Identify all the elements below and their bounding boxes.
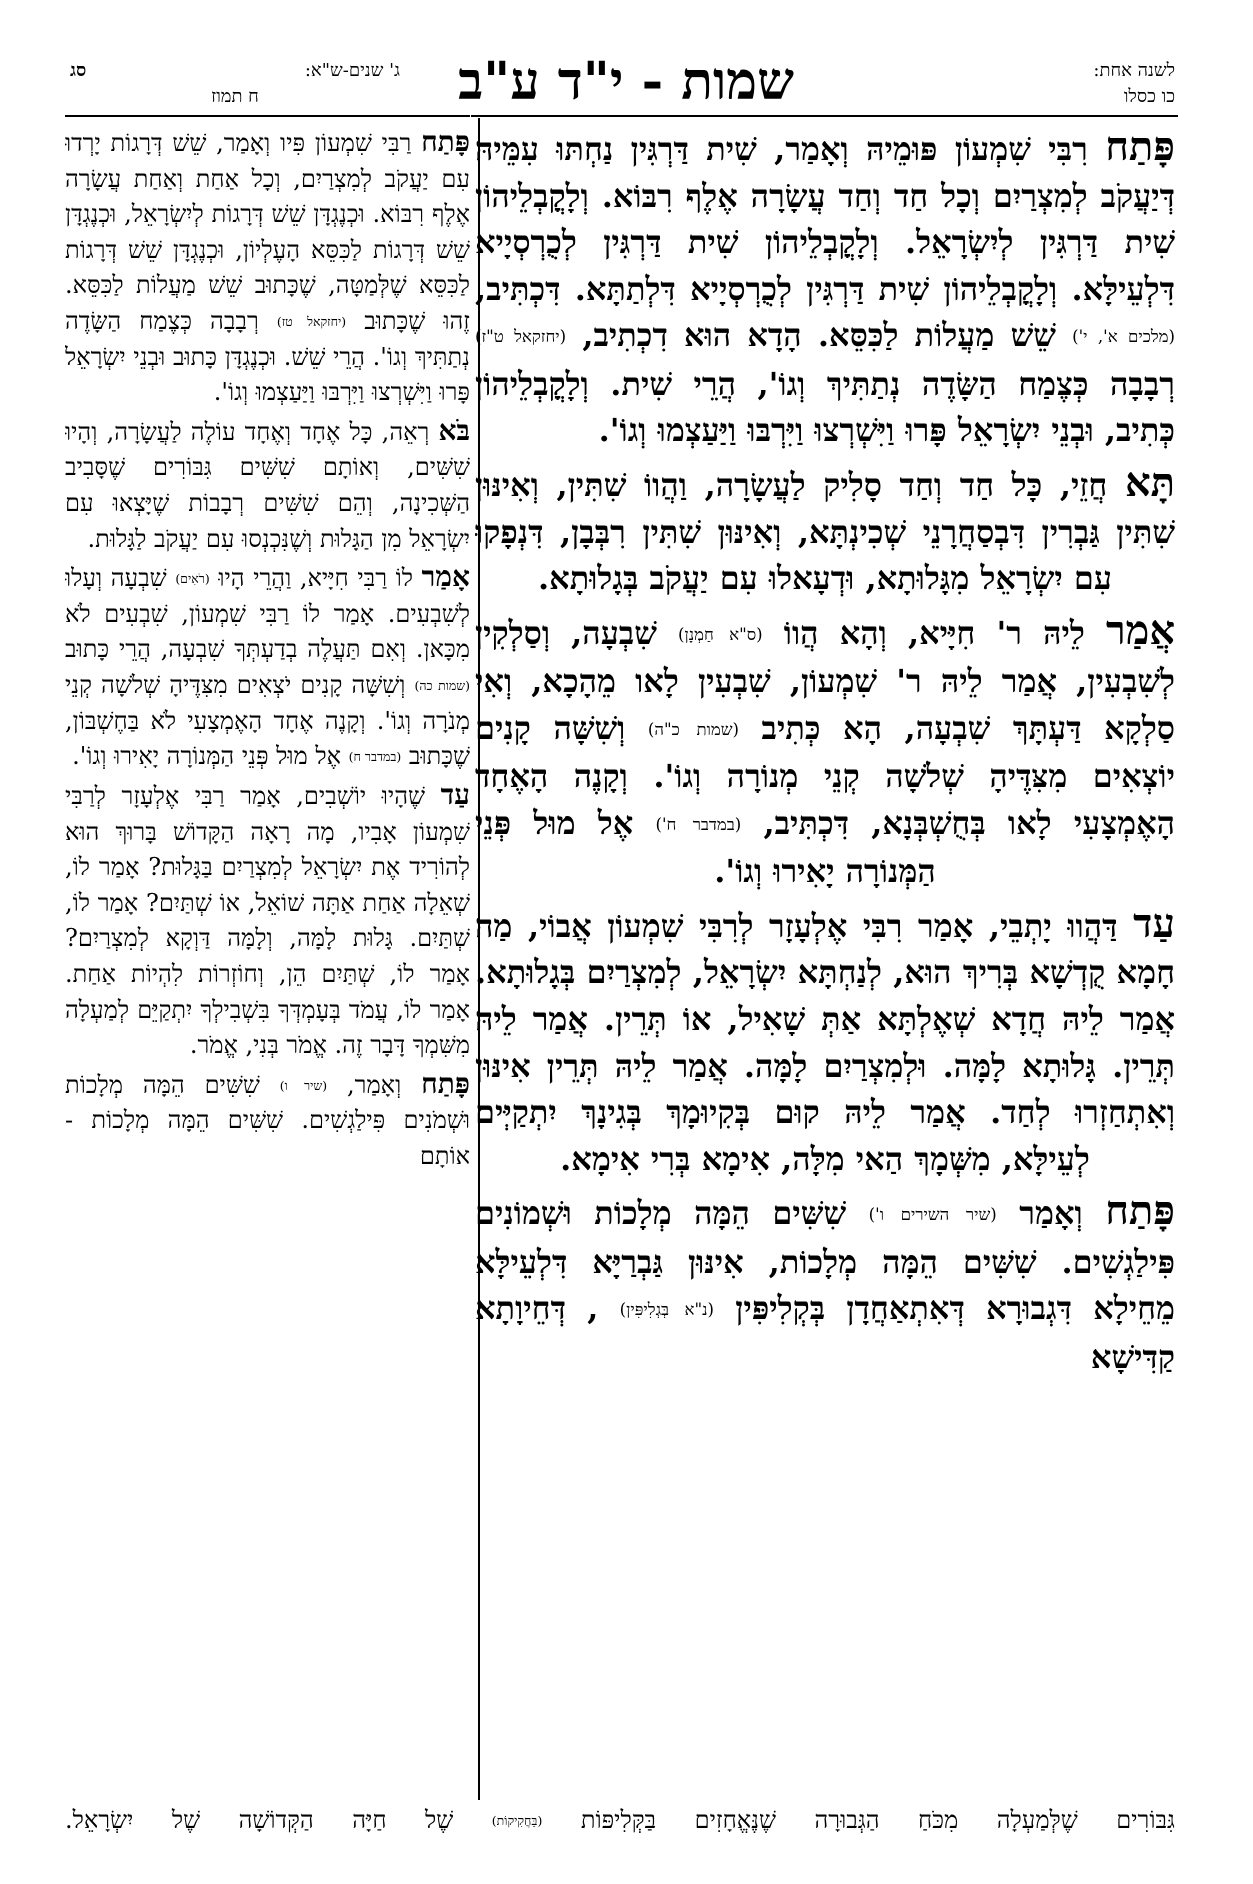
header-rule-left xyxy=(65,115,470,117)
side-paragraph-3 xyxy=(65,559,470,775)
header-left-line2: ח תמוז xyxy=(211,86,259,107)
opening-word: עַד xyxy=(1133,899,1175,947)
opening-word: אֲמַר xyxy=(1106,606,1175,654)
paragraph-text: שִׁבְעָה, וְסַלְקִין לְשִׁבְעִין, אֲמַר לֵיהּ ר' שִׁמְעוֹן, שִׁבְעִין לָאו מֵהָכָא, וְאִי סַלְקָא דַּעְתָּךְ שִׁבְעָה, הָא כְּתִיב xyxy=(475,613,1175,747)
source-citation: (במדבר ח) xyxy=(348,749,402,765)
paragraph-text: , דְּחֵיוָתָא קַדִּישָׁא xyxy=(475,1289,1175,1376)
paragraph-text: וְשִׁשָּׁה קָנִים יוֹצְאִים מִצִּדֶּיהָ שְׁלֹשָׁה קְנֵי מְנוֹרָה וְגוֹ'. וְקָנֶה הָאֶחָד הָאֶמְצָעִי לָאו בְּחֻשְׁבְּנָא, דִּכְתִּיב, xyxy=(475,708,1175,842)
side-paragraph-2 xyxy=(65,413,470,557)
header-right-line2: כו כסלו xyxy=(1123,86,1175,107)
paragraph-text: שֵׁשׁ מַעֲלוֹת לַכִּסֵּא. הָדָא הוּא דִכְתִיב, xyxy=(582,316,1056,355)
opening-word: פָּתַח xyxy=(421,1066,470,1100)
main-column xyxy=(475,124,1175,1800)
opening-word: בֹּא xyxy=(438,413,470,447)
paragraph-text: אֶל מוּל פְּנֵי הַמְּנוֹרָה יָאִירוּ וְגוֹ'. xyxy=(475,803,936,891)
paragraph-text: חֲזֵי, כָּל חַד וְחַד סָלִיק לַעֲשָׂרָה, וַהֲווֹ שִׁתִּין, וְאִינּוּן שִׁתִּין גַּבְרִין דִּבְסַחֲרָנֵי שְׁכִינְתָּא, וְאִינּוּן שִׁתִּין רִבְּבָן, דִּנְפָקוּ עִם יִשְׂרָאֵל מִגָּלוּתָא, וּדְעָאלוּ עִם יַעֲקֹב בְּגָלוּתָא. xyxy=(475,466,1175,598)
paragraph-text: רִבִּי שִׁמְעוֹן פּוּמֵיהּ וְאָמַר, שִׁית דַּרְגִּין נַחְתּוּ עִמֵּיהּ דְּיַעֲקֹב לְמִצְרַיִם וְכָל חַד וְחַד עֲשָׂרָה אֶלֶף רִבּוֹא. וְלָקֳבְלֵיהוֹן שִׁית דַּרְגִּין לְיִשְׂרָאֵל. וְלָקֳבְלֵיהוֹן שִׁית דַּרְגִּין לְכֻרְסְיָיא דִּלְעֵילָּא. וְלָקֳבְלֵיהוֹן שִׁית דַּרְגִּין לְכֻרְסְיָיא דִּלְתַתָּא. דִּכְתִּיב, xyxy=(475,130,1175,308)
source-citation: (רֹאִים) xyxy=(175,571,210,587)
paragraph-text: אֶל מוּל פְּנֵי הַמְּנוֹרָה יָאִירוּ וְגוֹ'. xyxy=(72,742,342,771)
footer-continuation-line xyxy=(65,1800,1175,1841)
source-citation: (בַּחֲקִיקוֹת) xyxy=(491,1812,543,1828)
paragraph-text: שִׁשִּׁים הֵמָּה מְלָכוֹת וּשְׁמֹנִים פִּילַגְשִׁים. שִׁשִּׁים הֵמָּה מְלָכוֹת - אוֹתָם xyxy=(65,1070,470,1170)
main-paragraph-2 xyxy=(475,460,1175,602)
translation-column xyxy=(65,124,470,1800)
paragraph-text: וְשִׁשָּׁה קָנִים יֹצְאִים מִצִּדֶּיהָ שְׁלֹשָׁה קְנֵי מְנֹרָה וְגוֹ'. וְקָנֶה אֶחָד הָאֶמְצָעִי לֹא בַּחֶשְׁבּוֹן, שֶׁכָּתוּב xyxy=(65,671,470,771)
paragraph-text: רְאֵה, כָּל אֶחָד וְאֶחָד עוֹלֶה לַעֲשָׂרָה, וְהָיוּ שִׁשִּׁים, וְאוֹתָם שִׁשִּׁים גִּבּוֹרִים שֶׁסָּבִיב הַשְּׁכִינָה, וְהֵם שִׁשִּׁים רְבָבוֹת שֶׁיָּצְאוּ עִם יִשְׂרָאֵל מִן הַגָּלוּת וְשֶׁנִּכְנְסוּ עִם יַעֲקֹב לַגָּלוּת. xyxy=(65,417,470,553)
opening-word: עַד xyxy=(440,778,470,812)
source-citation: (שמות כה) xyxy=(414,678,470,694)
paragraph-text: לוֹ רַבִּי חִיָּיא, וַהֲרֵי הָיוּ xyxy=(218,564,413,593)
source-citation: (שיר ו) xyxy=(279,1077,328,1093)
opening-word: פָּתַח xyxy=(1105,1187,1175,1235)
main-paragraph-5 xyxy=(475,1188,1175,1380)
paragraph-text: שִׁשִּׁים הֵמָּה מְלָכוֹת וּשְׁמוֹנִים פִּילַגְשִׁים. שִׁשִּׁים הֵמָּה מְלָכוֹת, אִינּוּן גַּבְרַיָּא דִּלְעֵילָּא מֵחֵילָא דִּגְבוּרָא דְּאִתְאַחֲדָן בְּקְלִיפִּין xyxy=(475,1194,1175,1328)
page-title: שמות - י"ד ע"ב xyxy=(458,51,794,112)
source-citation: (במדבר ח') xyxy=(655,814,742,834)
paragraph-text: שֶׁהָיוּ יוֹשְׁבִים, אָמַר רַבִּי אֶלְעָזָר לְרַבִּי שִׁמְעוֹן אָבִיו, מָה רָאָה הַקָּדוֹשׁ בָּרוּךְ הוּא לְהוֹרִיד אֶת יִשְׂרָאֵל לְמִצְרַיִם בַּגָּלוּת? אָמַר לוֹ, שְׁאֵלָה אַחַת אַתָּה שׁוֹאֵל, אוֹ שְׁתַּיִם? אָמַר לוֹ, שְׁתַּיִם. גָּלוּת לָמָּה, וְלָמָּה דַּוְקָא לְמִצְרַיִם? אָמַר לוֹ, שְׁתַּיִם הֵן, וְחוֹזְרוֹת לִהְיוֹת אַחַת. אָמַר לוֹ, עֲמֹד בְּעָמְדְּךָ בִּשְׁבִילְךָ יִתְקַיֵּם לְמַעְלָה מִשִּׁמְךָ דָּבָר זֶה. אֱמֹר בְּנִי, אֱמֹר. xyxy=(65,782,470,1060)
side-paragraph-4 xyxy=(65,777,470,1064)
header-right-line1: לשנה אחת: xyxy=(1093,60,1175,81)
footer-text: שֶׁל חַיָּה הַקְּדוֹשָׁה שֶׁל יִשְׂרָאֵל. xyxy=(65,1806,454,1834)
paragraph-text: רְבָבָה כְּצֶמַח הַשָּׂדֶה נְתַתִּיךְ וְגוֹ', הֲרֵי שִׁית. וְלָקֳבְלֵיהוֹן כְּתִיב, וּבְנֵי יִשְׂרָאֵל פָּרוּ וַיִּשְׁרְצוּ וַיִּרְבּוּ וַיַּעַצְמוּ וְגוֹ'. xyxy=(475,364,1175,450)
source-citation: (ס"א חַמְנָן) xyxy=(678,624,763,644)
paragraph-text: רַבִּי שִׁמְעוֹן פִּיו וְאָמַר, שֵׁשׁ דְּרָגוֹת יָרְדוּ עִם יַעֲקֹב לְמִצְרַיִם, וְכָל אַחַת וְאַחַת עֲשָׂרָה אֶלֶף רִבּוֹא. וּכְנֶגְדָּן שֵׁשׁ דְּרָגוֹת לְיִשְׂרָאֵל, וּכְנֶגְדָּן שֵׁשׁ דְּרָגוֹת לַכִּסֵּא הָעֶלְיוֹן, וּכְנֶגְדָּן שֵׁשׁ דְּרָגוֹת לַכִּסֵּא שֶׁלְּמַטָּה, שֶׁכָּתוּב שֵׁשׁ מַעֲלוֹת לַכִּסֵּא. זֶהוּ שֶׁכָּתוּב xyxy=(65,129,470,336)
paragraph-text: וְאָמַר xyxy=(1019,1194,1083,1233)
paragraph-text: דַּהֲווּ יָתְבֵי, אָמַר רִבִּי אֶלְעָזָר לְרִבִּי שִׁמְעוֹן אֲבוֹי, מַה חָמָא קֻדְשָׁא בְּרִיךְ הוּא, לְנַחְתָּא יִשְׂרָאֵל, לְמִצְרַיִם בְּגָלוּתָא. אֲמַר לֵיהּ חֲדָא שְׁאֶלְתָּא אַתְּ שָׁאִיל, אוֹ תְּרֵין. אֲמַר לֵיהּ תְּרֵין. גָּלוּתָא לָמָּה. וּלְמִצְרַיִם לָמָּה. אֲמַר לֵיהּ תְּרֵין אִינּוּן וְאִתְחַזְרוּ לְחַד. אֲמַר לֵיהּ קוּם בְּקִיוּמָךְ בְּגִינָךְ יִתְקַיְּים לְעֵילָּא, מִשְּׁמָךְ הַאי מִלָּה, אִימָא בְּרִי אִימָא. xyxy=(475,906,1175,1178)
opening-word: פָּתַח xyxy=(421,125,470,158)
header-left-line1: ג' שנים-ש"א: xyxy=(304,60,400,81)
opening-word: פָּתַח xyxy=(1105,124,1175,170)
paragraph-text: וְאָמַר, xyxy=(347,1070,402,1099)
main-paragraph-3 xyxy=(475,608,1175,895)
paragraph-text: רְבָבָה כְּצֶמַח הַשָּׂדֶה נְתַתִּיךְ וְגוֹ'. הֲרֵי שֵׁשׁ. וּכְנֶגְדָּן כָּתוּב וּבְנֵי יִשְׂרָאֵל פָּרוּ וַיִּשְׁרְצוּ וַיִּרְבּוּ וַיַּעַצְמוּ וְגוֹ'. xyxy=(65,307,470,407)
header-right xyxy=(915,58,1175,110)
main-paragraph-4 xyxy=(475,901,1175,1183)
paragraph-text: לֵיהּ ר' חִיָּיא, וְהָא הֲווֹ xyxy=(783,613,1085,652)
header-rule-right xyxy=(471,115,1178,117)
source-citation: (יחזקאל טז) xyxy=(276,313,347,329)
source-citation: (יחזקאל ט"ז) xyxy=(475,327,567,347)
source-citation: (נ"א בְּגְלִיפִּין) xyxy=(619,1300,714,1320)
footer-text: גִּבּוֹרִים שֶׁלְּמַעְלָה מִכֹּחַ הַגְּבוּרָה שֶׁנֶּאֱחָזִים בַּקְּלִיפּוֹת xyxy=(580,1806,1175,1834)
main-paragraph-1 xyxy=(475,124,1175,454)
paragraph-text: שִׁבְעָה וְעָלוּ לְשִׁבְעִים. אָמַר לוֹ רַבִּי שִׁמְעוֹן, שִׁבְעִים לֹא מִכָּאן. וְאִם תַּעֲלֶה בְדַעְתְּךָ שִׁבְעָה, הֲרֵי כָּתוּב xyxy=(65,564,470,664)
source-citation: (שמות כ"ה) xyxy=(647,719,739,739)
side-paragraph-5 xyxy=(65,1066,470,1175)
source-citation: (מלכים א', י') xyxy=(1072,327,1175,347)
side-paragraph-1 xyxy=(65,124,470,411)
opening-word: תָּא xyxy=(1124,459,1175,506)
opening-word: אָמַר xyxy=(421,560,470,594)
source-citation: (שיר השירים ו') xyxy=(868,1205,997,1225)
header-left xyxy=(70,58,400,110)
page-number: סג xyxy=(70,60,87,81)
